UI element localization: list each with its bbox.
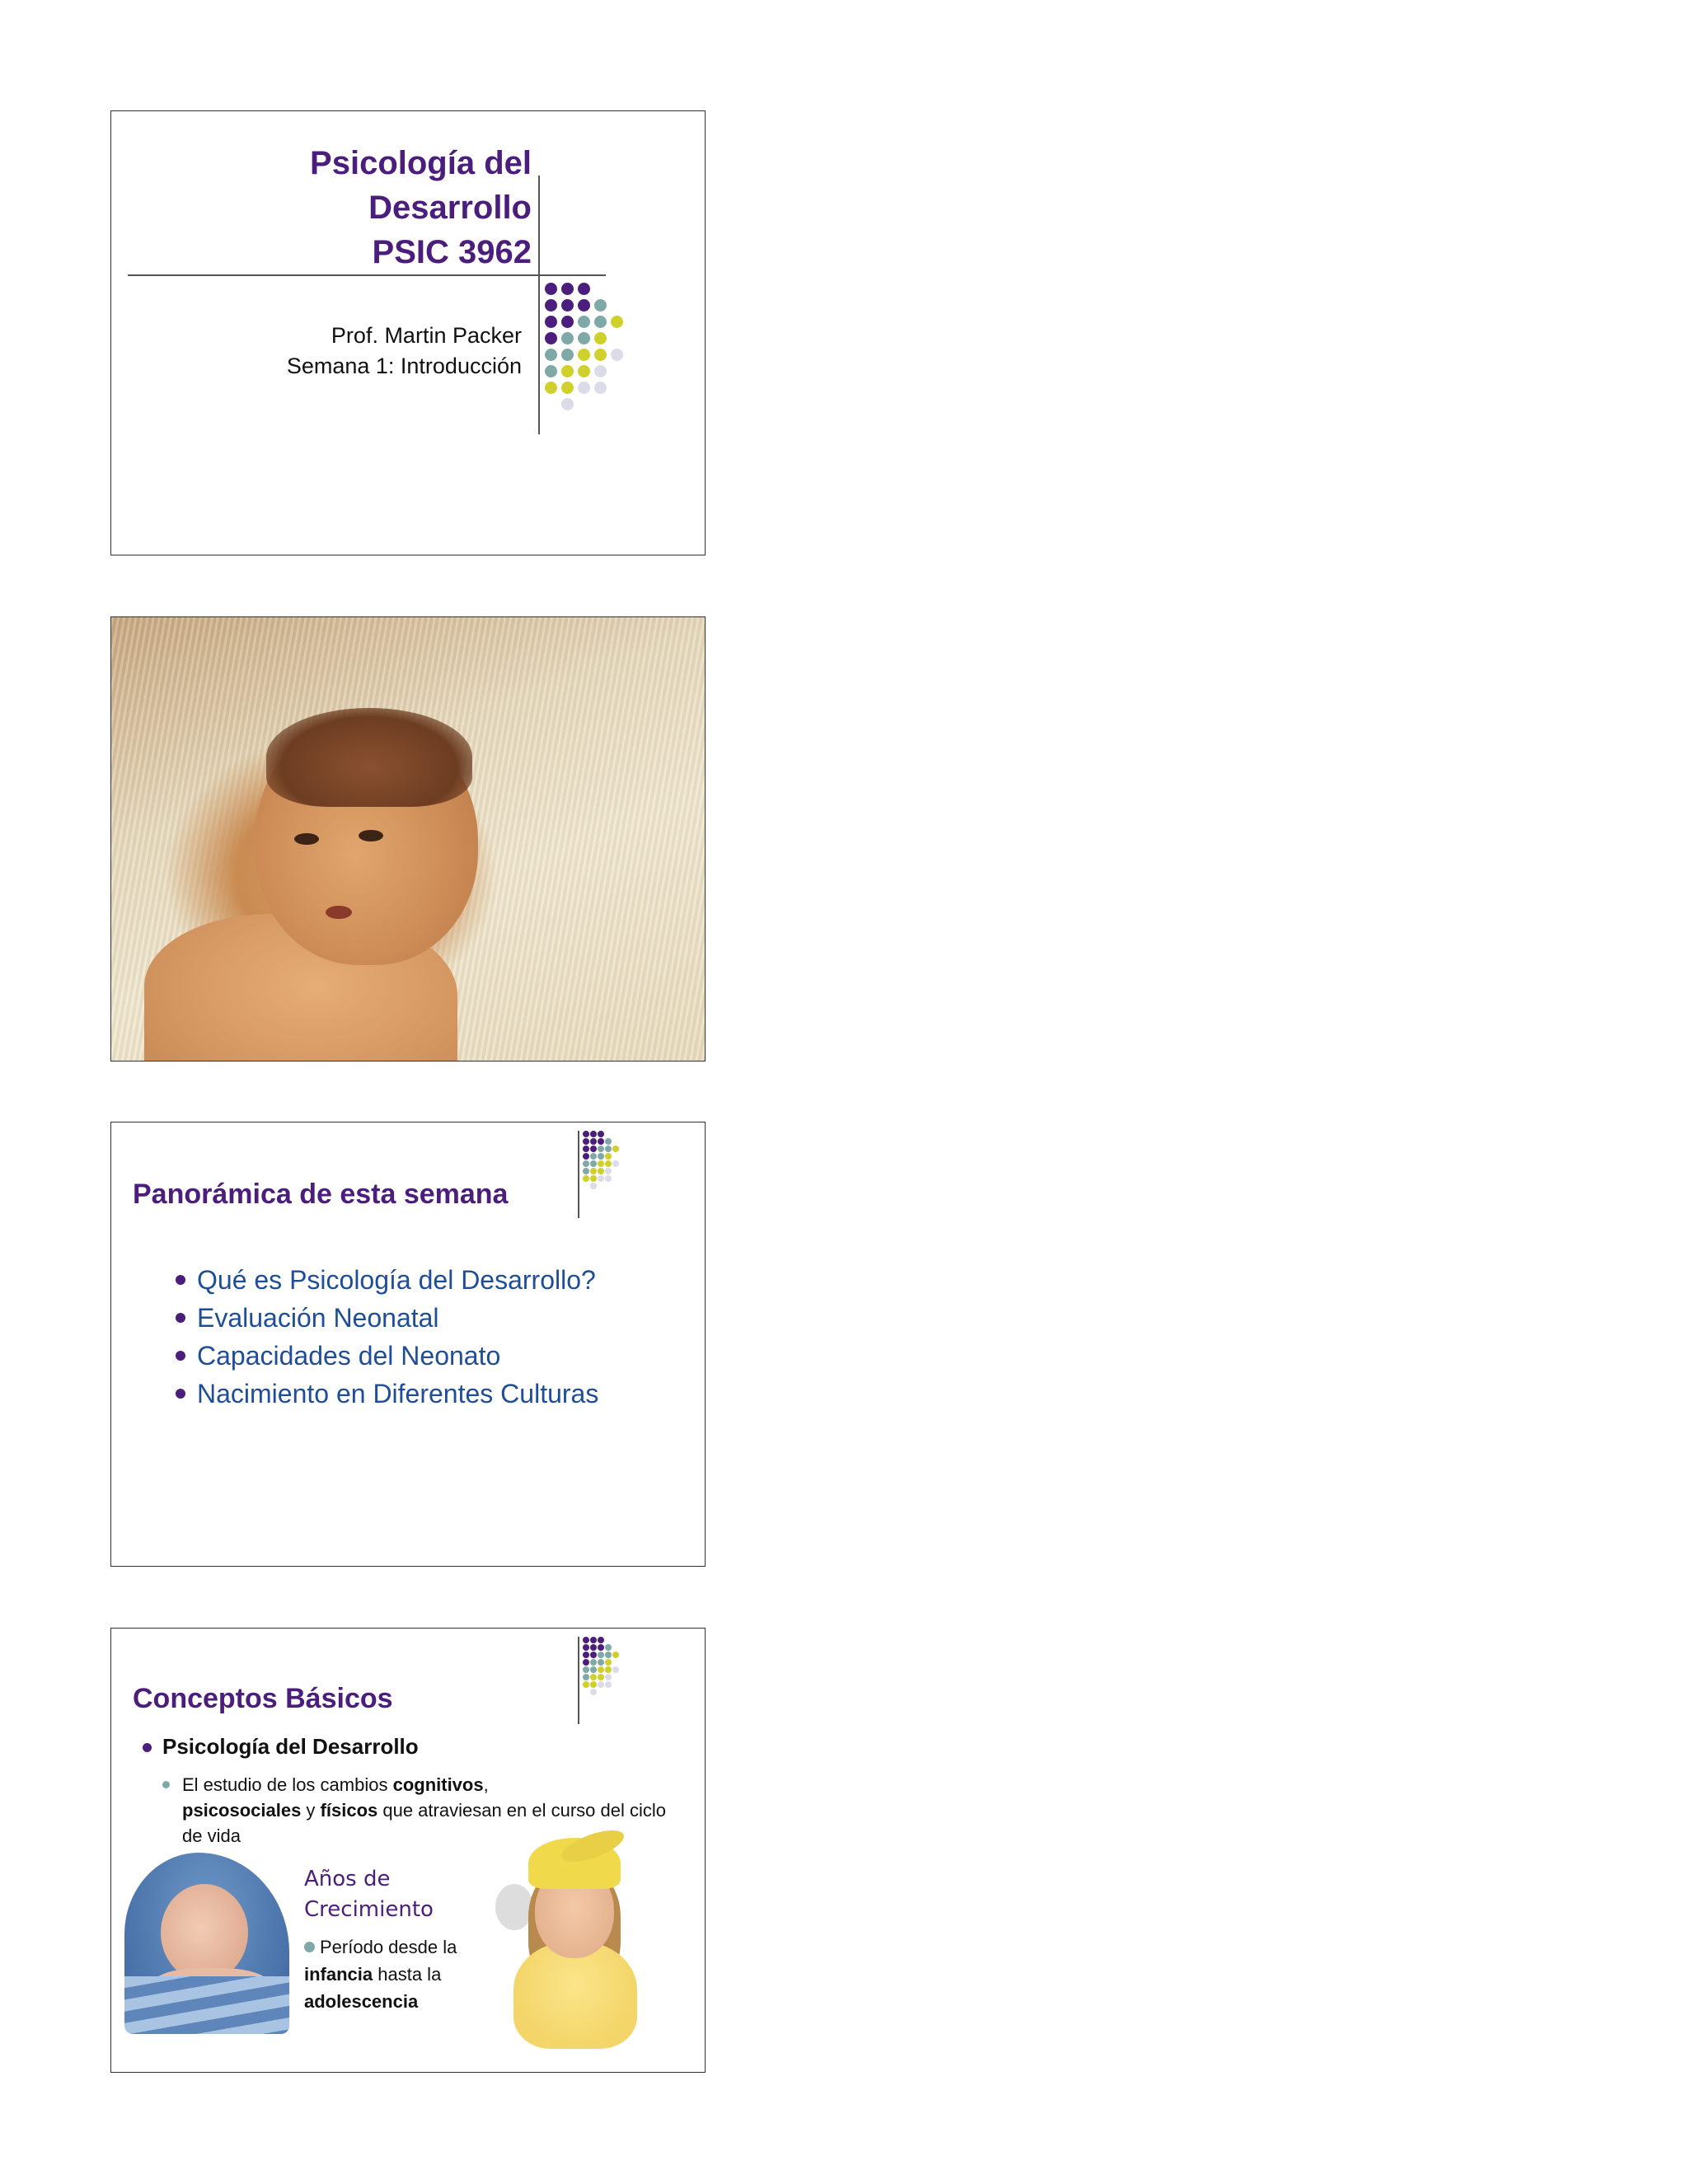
decorative-dot [583, 1644, 589, 1651]
decorative-dot [598, 1674, 604, 1680]
session-label: Semana 1: Introducción [286, 354, 522, 378]
decorative-dot [590, 1689, 597, 1695]
newborn-baby-photo [111, 617, 705, 1061]
decorative-dot [598, 1681, 604, 1688]
bullet-dot-icon [304, 1942, 315, 1952]
decorative-dot [598, 1175, 604, 1182]
decorative-dot [598, 1168, 604, 1174]
list-item-text: Evaluación Neonatal [197, 1303, 439, 1333]
decorative-dot [612, 1652, 619, 1658]
decorative-dot [583, 1138, 589, 1145]
title-line-3: PSIC 3962 [372, 234, 532, 270]
decorative-dot [578, 382, 590, 394]
decorative-dot [578, 349, 590, 361]
slide-title-heading [310, 141, 532, 274]
decorative-dot [590, 1659, 597, 1666]
decorative-dot [583, 1175, 589, 1182]
decorative-dot [594, 365, 607, 377]
slide-heading: Panorámica de esta semana [133, 1179, 509, 1210]
decorative-dot [583, 1146, 589, 1152]
baby-mouth [326, 906, 352, 919]
bullet-dot-icon [176, 1389, 185, 1399]
decorative-dot [605, 1160, 612, 1167]
girl-with-hat-photo [495, 1835, 644, 2049]
baby-eye [294, 833, 319, 845]
decorative-dot [561, 299, 574, 312]
decorative-dot [590, 1175, 597, 1182]
slide-overview [110, 1122, 706, 1567]
decorative-dot [605, 1168, 612, 1174]
decorative-dot [590, 1652, 597, 1658]
decorative-dot [612, 1160, 619, 1167]
decorative-dot [594, 316, 607, 328]
baby-hair [266, 708, 472, 807]
decorative-dot [545, 316, 557, 328]
sub-body-text: Período desde la [320, 1937, 457, 1957]
definition-text: , [483, 1774, 489, 1795]
decorative-dot [605, 1666, 612, 1673]
decorative-dot [545, 382, 557, 394]
decorative-dot [598, 1153, 604, 1160]
decorative-dot [611, 316, 623, 328]
sub-concept-title [304, 1864, 434, 1925]
decorative-dot [545, 365, 557, 377]
decorative-dot [605, 1175, 612, 1182]
list-item-text: Nacimiento en Diferentes Culturas [197, 1379, 599, 1408]
decorative-dot [605, 1644, 612, 1651]
decorative-dot [561, 398, 574, 410]
decorative-dot [590, 1183, 597, 1189]
list-item [176, 1299, 598, 1337]
sub-body-emphasis: infancia [304, 1964, 373, 1985]
decorative-dot [583, 1160, 589, 1167]
decorative-dot [578, 316, 590, 328]
decorative-dot [598, 1160, 604, 1167]
decorative-dot [590, 1146, 597, 1152]
bullet-dot-icon [176, 1313, 185, 1323]
bullet-dot-icon [143, 1743, 152, 1752]
decorative-dot [605, 1674, 612, 1680]
towel-stripes [124, 1976, 289, 2034]
decorative-dot [590, 1160, 597, 1167]
slide-basic-concepts [110, 1628, 706, 2073]
divider-vertical [538, 176, 540, 434]
decorative-dot [594, 382, 607, 394]
decorative-dot [598, 1659, 604, 1666]
list-item [176, 1261, 598, 1299]
decorative-dot [578, 283, 590, 295]
list-item-text: Qué es Psicología del Desarrollo? [197, 1265, 596, 1295]
divider-vertical [578, 1131, 579, 1218]
decorative-dot [590, 1131, 597, 1137]
decorative-dot [590, 1644, 597, 1651]
list-item [176, 1375, 598, 1413]
decorative-dot [583, 1168, 589, 1174]
bullet-dot-icon [176, 1275, 185, 1285]
decorative-dot [561, 382, 574, 394]
decorative-dot [583, 1652, 589, 1658]
list-item [176, 1337, 598, 1375]
definition-emphasis: cognitivos [392, 1774, 484, 1795]
definition-text: El estudio de los cambios [182, 1774, 393, 1795]
decorative-dot [605, 1153, 612, 1160]
decorative-dot [598, 1644, 604, 1651]
decorative-dot [598, 1637, 604, 1643]
divider-horizontal [128, 274, 606, 276]
decorative-dot [561, 365, 574, 377]
decorative-dot [583, 1153, 589, 1160]
decorative-dot [594, 332, 607, 344]
decorative-dot [578, 365, 590, 377]
decorative-dot [583, 1674, 589, 1680]
decorative-dot [561, 332, 574, 344]
bullet-dot-icon [176, 1351, 185, 1361]
decorative-dot [590, 1666, 597, 1673]
decorative-dot [545, 283, 557, 295]
definition-text: y [301, 1800, 321, 1821]
sub-concept-body [304, 1933, 485, 2015]
sub-body-emphasis: adolescencia [304, 1991, 419, 2012]
decorative-dot [561, 349, 574, 361]
decorative-dot [605, 1138, 612, 1145]
title-line-2: Desarrollo [368, 190, 532, 226]
decorative-dot [590, 1681, 597, 1688]
decorative-dot [598, 1666, 604, 1673]
slide-heading: Conceptos Básicos [133, 1683, 393, 1714]
decorative-dot [594, 349, 607, 361]
decorative-dot [561, 316, 574, 328]
concept-heading [143, 1734, 419, 1760]
decorative-dot [545, 349, 557, 361]
list-item-text: Capacidades del Neonato [197, 1341, 501, 1371]
overview-list [176, 1261, 598, 1413]
decorative-dot [590, 1637, 597, 1643]
definition-emphasis: físicos [320, 1800, 378, 1821]
baby-eye [359, 830, 383, 841]
decorative-dot [590, 1153, 597, 1160]
decorative-dot [583, 1637, 589, 1643]
decorative-dot [590, 1168, 597, 1174]
decorative-dot [561, 283, 574, 295]
decorative-dot [611, 349, 623, 361]
baby-in-towel-photo [124, 1844, 289, 2034]
decorative-dot [578, 332, 590, 344]
decorative-dot [578, 299, 590, 312]
decorative-dot [590, 1674, 597, 1680]
decorative-dot [612, 1666, 619, 1673]
sub-title-line: Crecimiento [304, 1897, 434, 1922]
slide-photo [110, 616, 706, 1062]
decorative-dot [605, 1659, 612, 1666]
definition-emphasis: psicosociales [182, 1800, 302, 1821]
decorative-dot [583, 1681, 589, 1688]
decorative-dot [545, 332, 557, 344]
decorative-dot [605, 1652, 612, 1658]
decorative-dot [598, 1138, 604, 1145]
decorative-dot [590, 1138, 597, 1145]
decorative-dot [583, 1659, 589, 1666]
infant-face [161, 1884, 248, 1981]
decorative-dot [594, 299, 607, 312]
presenter-info [287, 321, 522, 382]
decorative-dot [583, 1666, 589, 1673]
sub-title-line: Años de [304, 1867, 391, 1891]
sub-body-text: hasta la [373, 1964, 442, 1985]
decorative-dot [612, 1146, 619, 1152]
bullet-dot-icon [162, 1781, 170, 1788]
slide-title [110, 110, 706, 555]
definition-text: que atraviesan en el curso del ciclo de vida [182, 1800, 667, 1846]
decorative-dot [583, 1131, 589, 1137]
concept-heading-text: Psicología del Desarrollo [162, 1734, 419, 1759]
decorative-dot [605, 1681, 612, 1688]
decorative-dot [545, 299, 557, 312]
divider-vertical [578, 1637, 579, 1724]
decorative-dot [598, 1146, 604, 1152]
title-line-1: Psicología del [310, 145, 532, 181]
decorative-dot [605, 1146, 612, 1152]
presenter-name: Prof. Martin Packer [331, 323, 522, 348]
decorative-dot [598, 1652, 604, 1658]
decorative-dot [598, 1131, 604, 1137]
